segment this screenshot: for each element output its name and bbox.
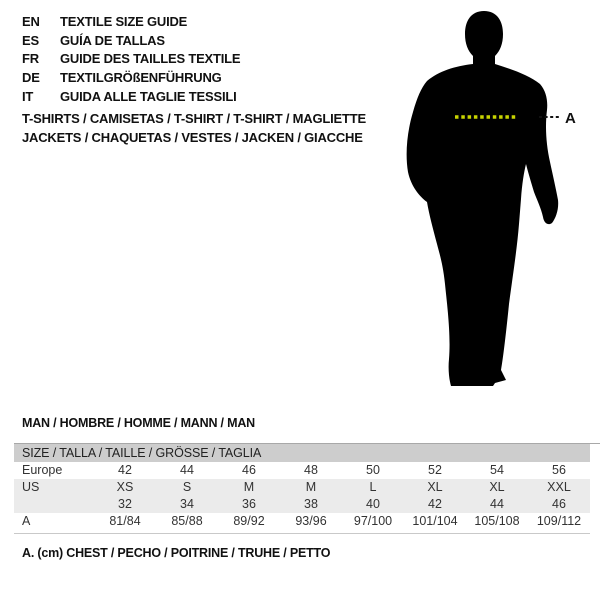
lang-row-es	[22, 31, 240, 50]
lang-label: GUÍA DE TALLAS	[60, 32, 165, 48]
lang-label: TEXTILE SIZE GUIDE	[60, 13, 188, 29]
size-cell: 32	[118, 497, 132, 511]
size-cell: L	[369, 480, 377, 494]
lang-label: GUIDA ALLE TAGLIE TESSILI	[60, 88, 237, 104]
size-cell: XS	[116, 480, 134, 494]
lang-code: IT	[22, 88, 34, 104]
lang-row-it	[22, 87, 240, 106]
row-label: US	[22, 480, 40, 494]
size-cell: 81/84	[109, 514, 141, 528]
size-cell: 40	[366, 497, 380, 511]
man-silhouette-svg	[403, 4, 600, 396]
size-cell: 44	[180, 463, 194, 477]
size-cell: 36	[242, 497, 256, 511]
size-cell: 46	[242, 463, 256, 477]
size-cell: 48	[304, 463, 318, 477]
size-cell: 52	[428, 463, 442, 477]
man-silhouette-path	[407, 11, 559, 386]
row-label: Europe	[22, 463, 63, 477]
table-row-us-letters	[14, 479, 590, 496]
lang-row-fr	[22, 49, 240, 68]
row-label: A	[22, 514, 31, 528]
size-cell: 34	[180, 497, 194, 511]
size-table-header: SIZE / TALLA / TAILLE / GRÖSSE / TAGLIA	[14, 444, 590, 462]
size-cell: 105/108	[474, 514, 520, 528]
size-table	[14, 444, 590, 530]
lang-code: ES	[22, 32, 39, 48]
size-cell: 42	[118, 463, 132, 477]
lang-code: DE	[22, 69, 40, 85]
size-cell: 50	[366, 463, 380, 477]
table-row-chest-a	[14, 513, 590, 530]
size-cell: XL	[489, 480, 505, 494]
category-tshirts: T-SHIRTS / CAMISETAS / T-SHIRT / T-SHIRT / MAGLIETTE	[22, 111, 366, 126]
table-row-europe	[14, 462, 590, 479]
table-row-us-numbers	[14, 496, 590, 513]
man-silhouette-figure	[403, 4, 600, 396]
lang-row-en	[22, 12, 240, 31]
size-cell: S	[182, 480, 192, 494]
size-cell: 44	[490, 497, 504, 511]
category-jackets: JACKETS / CHAQUETAS / VESTES / JACKEN / GIACCHE	[22, 130, 363, 145]
lang-code: EN	[22, 13, 40, 29]
size-cell: M	[243, 480, 255, 494]
row-label	[14, 496, 94, 513]
lang-label: TEXTILGRÖßENFÜHRUNG	[60, 69, 222, 85]
measure-letter-a: A	[565, 110, 576, 127]
size-cell: 85/88	[171, 514, 203, 528]
section-title-man: MAN / HOMBRE / HOMME / MANN / MAN	[22, 416, 255, 430]
size-cell: 101/104	[412, 514, 458, 528]
size-cell: 56	[552, 463, 566, 477]
size-cell: M	[305, 480, 317, 494]
size-cell: 93/96	[295, 514, 327, 528]
lang-label: GUIDE DES TAILLES TEXTILE	[60, 51, 241, 67]
size-cell: 46	[552, 497, 566, 511]
size-cell: 42	[428, 497, 442, 511]
size-cell: 109/112	[536, 514, 582, 528]
size-cell: 89/92	[233, 514, 265, 528]
lang-code: FR	[22, 51, 39, 67]
category-lines	[22, 109, 366, 147]
language-guide-list	[22, 12, 240, 105]
size-cell: XXL	[547, 480, 571, 494]
table-bottom-border	[14, 533, 590, 534]
lang-row-de	[22, 68, 240, 87]
size-cell: 54	[490, 463, 504, 477]
size-cell: 38	[304, 497, 318, 511]
size-cell: XL	[427, 480, 443, 494]
size-cell: 97/100	[353, 514, 393, 528]
measurement-footnote: A. (cm) CHEST / PECHO / POITRINE / TRUHE / PETTO	[22, 546, 331, 560]
